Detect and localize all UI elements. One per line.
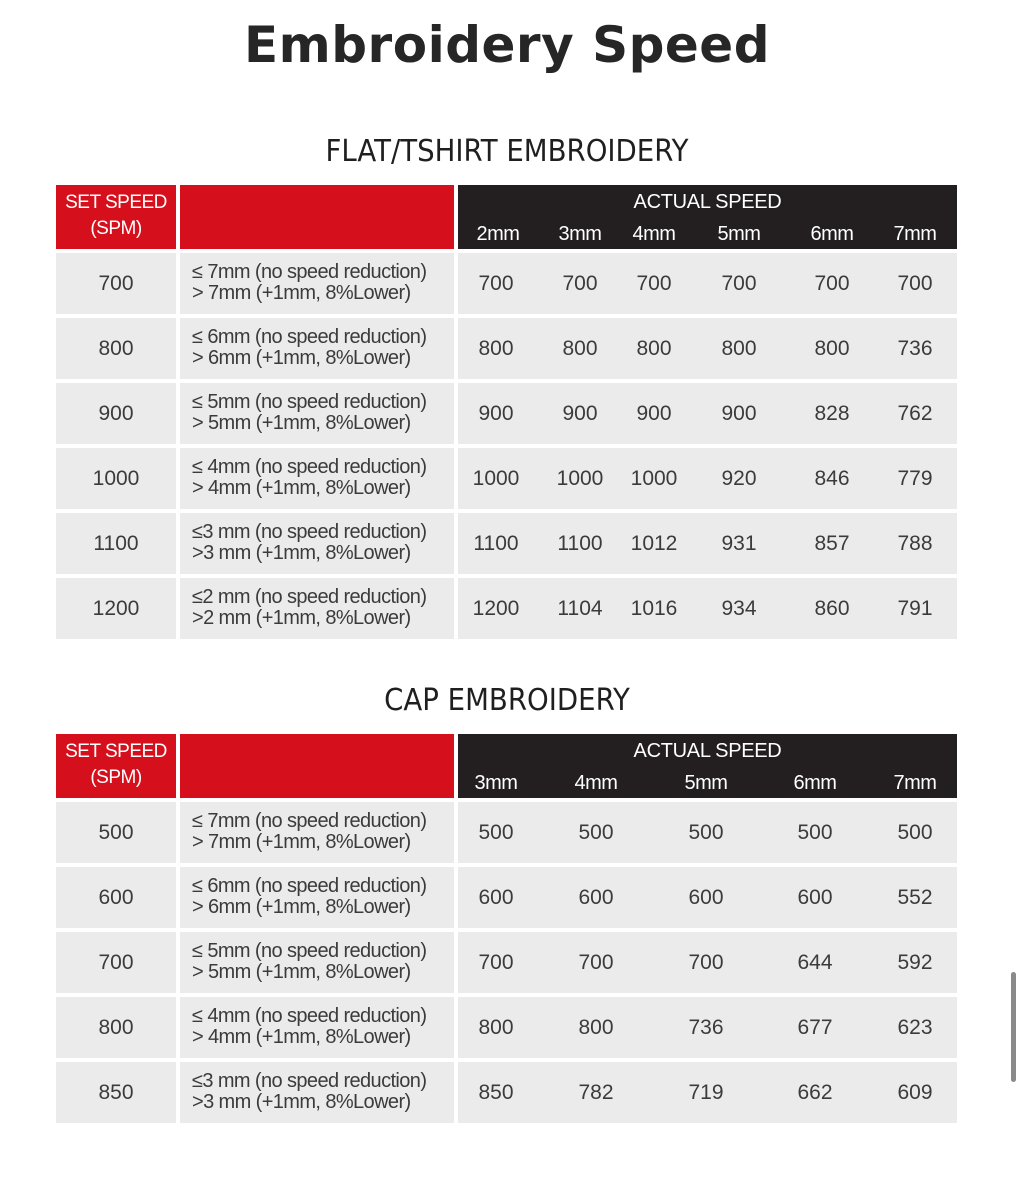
desc-line: ≤ 4mm (no speed reduction) bbox=[192, 456, 427, 478]
column-header: 2mm bbox=[476, 223, 520, 245]
table-row bbox=[56, 997, 957, 1058]
actual-speed-cells bbox=[458, 513, 957, 574]
value-cell: 1100 bbox=[557, 532, 603, 555]
set-speed-cell: 900 bbox=[56, 383, 176, 444]
value-cell: 600 bbox=[478, 886, 514, 909]
actual-speed-cells bbox=[458, 383, 957, 444]
desc-line: > 4mm (+1mm, 8%Lower) bbox=[192, 1026, 411, 1048]
table-row bbox=[56, 383, 957, 444]
value-cell: 1012 bbox=[630, 532, 678, 555]
value-cell: 788 bbox=[897, 532, 933, 555]
value-cell: 700 bbox=[688, 951, 724, 974]
value-cell: 791 bbox=[897, 597, 933, 620]
flat-section-title: FLAT/TSHIRT EMBROIDERY bbox=[325, 134, 689, 169]
value-cell: 736 bbox=[897, 337, 933, 360]
desc-line: ≤ 5mm (no speed reduction) bbox=[192, 940, 427, 962]
value-cell: 934 bbox=[721, 597, 757, 620]
value-cell: 857 bbox=[814, 532, 850, 555]
column-header: 4mm bbox=[574, 772, 618, 794]
value-cell: 609 bbox=[897, 1081, 933, 1104]
value-cell: 644 bbox=[797, 951, 833, 974]
desc-line: > 6mm (+1mm, 8%Lower) bbox=[192, 896, 411, 918]
set-speed-cell: 1200 bbox=[56, 578, 176, 639]
value-cell: 700 bbox=[814, 272, 850, 295]
value-cell: 623 bbox=[897, 1016, 933, 1039]
table-row bbox=[56, 1062, 957, 1123]
table-row bbox=[56, 802, 957, 863]
set-speed-label: SET SPEED bbox=[65, 741, 167, 762]
value-cell: 719 bbox=[688, 1081, 724, 1104]
desc-line: ≤ 6mm (no speed reduction) bbox=[192, 326, 427, 348]
cap-actual-speed-header bbox=[458, 734, 957, 798]
actual-speed-cells bbox=[458, 867, 957, 928]
value-cell: 800 bbox=[636, 337, 672, 360]
value-cell: 779 bbox=[897, 467, 933, 490]
desc-line: > 5mm (+1mm, 8%Lower) bbox=[192, 961, 411, 983]
value-cell: 800 bbox=[578, 1016, 614, 1039]
description-cell bbox=[180, 448, 454, 509]
set-speed-label: SET SPEED bbox=[65, 192, 167, 213]
set-speed-cell: 700 bbox=[56, 253, 176, 314]
value-cell: 736 bbox=[688, 1016, 724, 1039]
flat-description-header bbox=[180, 185, 454, 249]
desc-line: > 7mm (+1mm, 8%Lower) bbox=[192, 831, 411, 853]
set-speed-cell: 700 bbox=[56, 932, 176, 993]
description-cell bbox=[180, 513, 454, 574]
actual-speed-cells bbox=[458, 318, 957, 379]
actual-speed-cells bbox=[458, 253, 957, 314]
value-cell: 1000 bbox=[472, 467, 520, 490]
value-cell: 700 bbox=[478, 272, 514, 295]
flat-set-speed-header bbox=[56, 185, 176, 249]
description-cell bbox=[180, 997, 454, 1058]
value-cell: 1000 bbox=[630, 467, 678, 490]
set-speed-unit: (SPM) bbox=[90, 218, 142, 239]
value-cell: 762 bbox=[897, 402, 933, 425]
table-row bbox=[56, 932, 957, 993]
desc-line: ≤ 7mm (no speed reduction) bbox=[192, 261, 427, 283]
value-cell: 500 bbox=[578, 821, 614, 844]
table-row bbox=[56, 448, 957, 509]
desc-line: > 5mm (+1mm, 8%Lower) bbox=[192, 412, 411, 434]
actual-speed-cells bbox=[458, 448, 957, 509]
flat-table-header bbox=[56, 185, 957, 249]
cap-set-speed-header bbox=[56, 734, 176, 798]
desc-line: >2 mm (+1mm, 8%Lower) bbox=[192, 607, 411, 629]
value-cell: 782 bbox=[578, 1081, 614, 1104]
actual-speed-label: ACTUAL SPEED bbox=[633, 191, 782, 213]
column-header: 6mm bbox=[793, 772, 837, 794]
value-cell: 1104 bbox=[557, 597, 603, 620]
set-speed-cell: 1000 bbox=[56, 448, 176, 509]
desc-line: ≤ 5mm (no speed reduction) bbox=[192, 391, 427, 413]
set-speed-cell: 1100 bbox=[56, 513, 176, 574]
cap-description-header bbox=[180, 734, 454, 798]
value-cell: 800 bbox=[562, 337, 598, 360]
actual-speed-cells bbox=[458, 997, 957, 1058]
desc-line: > 6mm (+1mm, 8%Lower) bbox=[192, 347, 411, 369]
column-header: 7mm bbox=[893, 223, 937, 245]
value-cell: 900 bbox=[721, 402, 757, 425]
table-row bbox=[56, 867, 957, 928]
set-speed-unit: (SPM) bbox=[90, 767, 142, 788]
cap-section-title: CAP EMBROIDERY bbox=[384, 683, 630, 718]
column-header: 3mm bbox=[474, 772, 518, 794]
column-header: 5mm bbox=[684, 772, 728, 794]
value-cell: 828 bbox=[814, 402, 850, 425]
set-speed-cell: 800 bbox=[56, 318, 176, 379]
value-cell: 800 bbox=[721, 337, 757, 360]
column-header: 4mm bbox=[632, 223, 676, 245]
page-title: Embroidery Speed bbox=[244, 16, 770, 74]
value-cell: 1100 bbox=[473, 532, 519, 555]
actual-speed-label: ACTUAL SPEED bbox=[633, 740, 782, 762]
cap-speed-table bbox=[56, 734, 957, 1123]
desc-line: ≤3 mm (no speed reduction) bbox=[192, 1070, 427, 1092]
value-cell: 1016 bbox=[630, 597, 678, 620]
set-speed-cell: 800 bbox=[56, 997, 176, 1058]
desc-line: ≤ 7mm (no speed reduction) bbox=[192, 810, 427, 832]
value-cell: 850 bbox=[478, 1081, 514, 1104]
value-cell: 700 bbox=[897, 272, 933, 295]
desc-line: > 7mm (+1mm, 8%Lower) bbox=[192, 282, 411, 304]
desc-line: ≤3 mm (no speed reduction) bbox=[192, 521, 427, 543]
value-cell: 600 bbox=[688, 886, 724, 909]
description-cell bbox=[180, 578, 454, 639]
value-cell: 700 bbox=[578, 951, 614, 974]
actual-speed-cells bbox=[458, 1062, 957, 1123]
value-cell: 500 bbox=[897, 821, 933, 844]
description-cell bbox=[180, 318, 454, 379]
description-cell bbox=[180, 1062, 454, 1123]
value-cell: 800 bbox=[478, 1016, 514, 1039]
description-cell bbox=[180, 932, 454, 993]
value-cell: 600 bbox=[797, 886, 833, 909]
value-cell: 920 bbox=[721, 467, 757, 490]
value-cell: 900 bbox=[562, 402, 598, 425]
desc-line: ≤2 mm (no speed reduction) bbox=[192, 586, 427, 608]
value-cell: 600 bbox=[578, 886, 614, 909]
set-speed-cell: 850 bbox=[56, 1062, 176, 1123]
table-row bbox=[56, 318, 957, 379]
desc-line: > 4mm (+1mm, 8%Lower) bbox=[192, 477, 411, 499]
flat-speed-table bbox=[56, 185, 957, 639]
set-speed-cell: 500 bbox=[56, 802, 176, 863]
table-row bbox=[56, 513, 957, 574]
vertical-scrollbar[interactable] bbox=[1011, 972, 1016, 1082]
value-cell: 700 bbox=[478, 951, 514, 974]
actual-speed-cells bbox=[458, 802, 957, 863]
desc-line: >3 mm (+1mm, 8%Lower) bbox=[192, 542, 411, 564]
column-header: 5mm bbox=[717, 223, 761, 245]
value-cell: 677 bbox=[797, 1016, 833, 1039]
value-cell: 700 bbox=[562, 272, 598, 295]
description-cell bbox=[180, 867, 454, 928]
column-header: 3mm bbox=[558, 223, 602, 245]
desc-line: ≤ 4mm (no speed reduction) bbox=[192, 1005, 427, 1027]
value-cell: 900 bbox=[478, 402, 514, 425]
value-cell: 800 bbox=[814, 337, 850, 360]
value-cell: 900 bbox=[636, 402, 672, 425]
table-row bbox=[56, 578, 957, 639]
value-cell: 592 bbox=[897, 951, 933, 974]
value-cell: 800 bbox=[478, 337, 514, 360]
value-cell: 500 bbox=[688, 821, 724, 844]
value-cell: 931 bbox=[721, 532, 757, 555]
description-cell bbox=[180, 802, 454, 863]
value-cell: 860 bbox=[814, 597, 850, 620]
value-cell: 700 bbox=[636, 272, 672, 295]
desc-line: ≤ 6mm (no speed reduction) bbox=[192, 875, 427, 897]
flat-actual-speed-header bbox=[458, 185, 957, 249]
value-cell: 500 bbox=[797, 821, 833, 844]
cap-table-header bbox=[56, 734, 957, 798]
column-header: 6mm bbox=[810, 223, 854, 245]
actual-speed-cells bbox=[458, 932, 957, 993]
set-speed-cell: 600 bbox=[56, 867, 176, 928]
value-cell: 846 bbox=[814, 467, 850, 490]
value-cell: 1200 bbox=[472, 597, 520, 620]
value-cell: 1000 bbox=[556, 467, 604, 490]
value-cell: 700 bbox=[721, 272, 757, 295]
column-header: 7mm bbox=[893, 772, 937, 794]
description-cell bbox=[180, 383, 454, 444]
table-row bbox=[56, 253, 957, 314]
value-cell: 552 bbox=[897, 886, 933, 909]
desc-line: >3 mm (+1mm, 8%Lower) bbox=[192, 1091, 411, 1113]
value-cell: 500 bbox=[478, 821, 514, 844]
actual-speed-cells bbox=[458, 578, 957, 639]
description-cell bbox=[180, 253, 454, 314]
value-cell: 662 bbox=[797, 1081, 833, 1104]
